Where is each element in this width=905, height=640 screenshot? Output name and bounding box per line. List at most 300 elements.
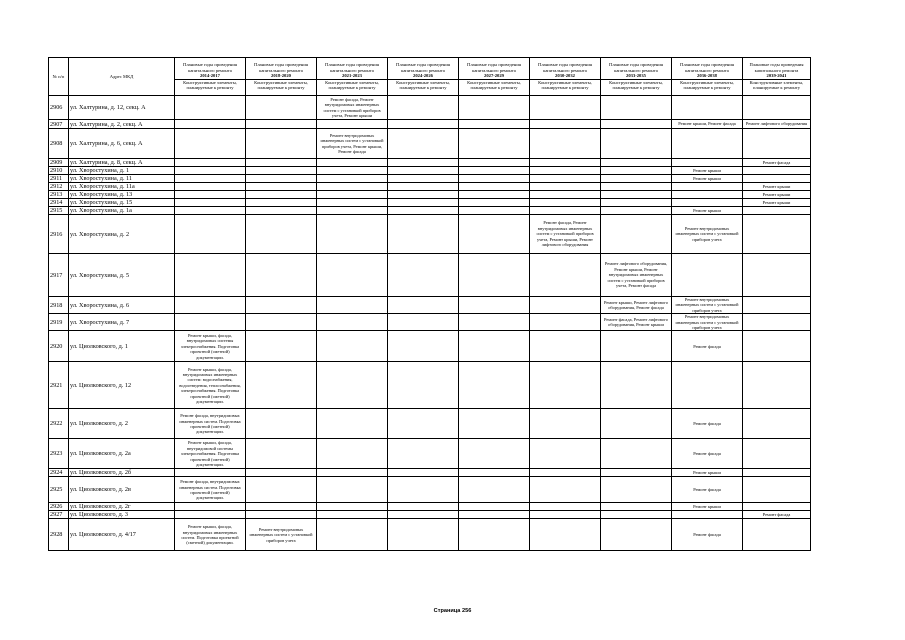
work-cell <box>388 477 459 503</box>
work-cell: Ремонт фасада, внутридомовых инженерных систем. Подготовка проектной (сметной) документации. <box>175 409 246 439</box>
row-number: 2927 <box>49 511 69 519</box>
work-cell <box>388 519 459 551</box>
row-address: ул. Хворостухина, д. 11а <box>69 183 175 191</box>
work-cell <box>672 191 743 199</box>
row-address: ул. Хворостухина, д. 15 <box>69 199 175 207</box>
table-row <box>49 254 811 297</box>
table-row <box>49 362 811 409</box>
table-row <box>49 469 811 477</box>
work-cell <box>743 129 811 159</box>
work-cell <box>246 183 317 191</box>
row-number: 2914 <box>49 199 69 207</box>
work-cell <box>601 503 672 511</box>
row-number: 2913 <box>49 191 69 199</box>
row-number: 2910 <box>49 167 69 175</box>
work-cell <box>459 469 530 477</box>
work-cell <box>388 297 459 314</box>
row-address: ул. Циолковского, д. 1 <box>69 331 175 362</box>
work-cell: Ремонт внутридомовых инженерных систем с установкой приборов учета <box>672 297 743 314</box>
work-cell <box>530 129 601 159</box>
period-years: 2018-2020 <box>271 73 291 79</box>
work-cell <box>459 314 530 331</box>
work-cell <box>388 511 459 519</box>
work-cell <box>388 96 459 120</box>
row-number: 2909 <box>49 159 69 167</box>
work-cell <box>672 159 743 167</box>
table-row <box>49 175 811 183</box>
work-cell <box>317 503 388 511</box>
work-cell: Ремонт фасада, внутридомовых инженерных систем. Подготовка проектной (сметной) документации. <box>175 477 246 503</box>
work-cell <box>743 96 811 120</box>
period-title: Плановые годы проведения капитального ремонта <box>467 62 521 73</box>
work-cell: Ремонт внутридомовых инженерных систем с установкой приборов учета, Ремонт крыши, Ремонт фасада <box>317 129 388 159</box>
work-cell <box>317 120 388 129</box>
table-row <box>49 215 811 254</box>
work-cell: Ремонт фасада, Ремонт внутридомовых инженерных систем с установкой приборов учета, Ремонт крыши, Ремонт лифтового оборудования <box>530 215 601 254</box>
work-cell <box>743 477 811 503</box>
work-cell <box>246 96 317 120</box>
period-years: 2036-2038 <box>697 73 717 79</box>
work-cell <box>246 469 317 477</box>
table-row <box>49 96 811 120</box>
work-cell <box>601 519 672 551</box>
work-cell <box>317 297 388 314</box>
work-cell <box>459 331 530 362</box>
work-cell <box>743 167 811 175</box>
row-address: ул. Хворостухина, д. 13 <box>69 191 175 199</box>
work-cell: Ремонт внутридомовых инженерных систем с установкой приборов учета <box>672 215 743 254</box>
work-cell <box>317 477 388 503</box>
row-number: 2924 <box>49 469 69 477</box>
table-row <box>49 511 811 519</box>
work-cell <box>317 409 388 439</box>
work-cell <box>459 362 530 409</box>
period-subheader: Конструктивные элементы, планируемые к ремонту <box>459 79 529 91</box>
work-cell <box>246 175 317 183</box>
work-cell <box>530 469 601 477</box>
work-cell <box>175 129 246 159</box>
table-row <box>49 477 811 503</box>
work-cell <box>175 314 246 331</box>
address-header: Адрес МКД <box>69 58 175 96</box>
work-cell <box>246 503 317 511</box>
row-address: ул. Халтурина, д. 12, секц. А <box>69 96 175 120</box>
work-cell <box>459 519 530 551</box>
work-cell <box>601 120 672 129</box>
period-years: 2030-2032 <box>555 73 575 79</box>
work-cell <box>246 314 317 331</box>
period-header <box>672 58 743 96</box>
capital-repair-table <box>48 57 811 551</box>
work-cell: Ремонт внутридомовых инженерных систем с установкой приборов учета <box>246 519 317 551</box>
period-subheader: Конструктивные элементы, планируемые к ремонту <box>743 79 810 91</box>
period-header <box>530 58 601 96</box>
work-cell <box>246 254 317 297</box>
work-cell <box>601 469 672 477</box>
work-cell <box>530 96 601 120</box>
work-cell <box>317 362 388 409</box>
row-number: 2920 <box>49 331 69 362</box>
work-cell <box>459 409 530 439</box>
work-cell <box>388 362 459 409</box>
work-cell <box>388 167 459 175</box>
row-address: ул. Халтурина, д. 2, секц. А <box>69 120 175 129</box>
work-cell <box>388 215 459 254</box>
period-subheader: Конструктивные элементы, планируемые к ремонту <box>530 79 600 91</box>
work-cell <box>601 183 672 191</box>
work-cell <box>246 439 317 469</box>
work-cell <box>743 314 811 331</box>
work-cell <box>388 183 459 191</box>
work-cell <box>388 439 459 469</box>
work-cell: Ремонт крыши, фасада, внутридомовых инженерных систем: водоснабжения, водоотведения, теплоснабжения, электроснабжения. Подготовка проектной (сметной) документации. <box>175 362 246 409</box>
work-cell: Ремонт крыши, Ремонт фасада <box>672 120 743 129</box>
work-cell <box>530 175 601 183</box>
work-cell <box>388 129 459 159</box>
work-cell <box>530 207 601 215</box>
work-cell <box>743 503 811 511</box>
period-header <box>459 58 530 96</box>
work-cell <box>317 175 388 183</box>
work-cell <box>530 511 601 519</box>
work-cell <box>175 167 246 175</box>
work-cell <box>530 503 601 511</box>
page-number: Страница 256 <box>433 608 472 614</box>
work-cell <box>743 439 811 469</box>
work-cell <box>601 331 672 362</box>
work-cell <box>388 175 459 183</box>
work-cell <box>530 183 601 191</box>
period-header <box>317 58 388 96</box>
work-cell <box>530 314 601 331</box>
row-address: ул. Циолковского, д. 2в <box>69 477 175 503</box>
table-row <box>49 439 811 469</box>
work-cell <box>317 254 388 297</box>
work-cell <box>459 167 530 175</box>
work-cell <box>601 167 672 175</box>
row-address: ул. Хворостухина, д. 6 <box>69 297 175 314</box>
work-cell <box>388 409 459 439</box>
work-cell: Ремонт фасада <box>743 159 811 167</box>
work-cell: Ремонт крыши, фасада, внутридомовой системы электроснабжения. Подготовка проектной (сметной) документации. <box>175 439 246 469</box>
row-number: 2918 <box>49 297 69 314</box>
period-years: 2033-2035 <box>626 73 646 79</box>
work-cell <box>459 191 530 199</box>
work-cell <box>388 469 459 477</box>
row-number: 2919 <box>49 314 69 331</box>
work-cell: Ремонт крыши <box>743 199 811 207</box>
work-cell: Ремонт крыши <box>672 207 743 215</box>
work-cell <box>317 314 388 331</box>
work-cell <box>317 469 388 477</box>
table-row <box>49 331 811 362</box>
work-cell <box>388 503 459 511</box>
table-row <box>49 120 811 129</box>
period-years: 2014-2017 <box>200 73 220 79</box>
work-cell <box>317 519 388 551</box>
work-cell <box>175 511 246 519</box>
work-cell: Ремонт внутридомовых инженерных систем с установкой приборов учета <box>672 314 743 331</box>
work-cell: Ремонт крыши <box>743 191 811 199</box>
work-cell <box>743 519 811 551</box>
work-cell <box>246 129 317 159</box>
work-cell: Ремонт фасада <box>672 409 743 439</box>
period-header <box>175 58 246 96</box>
period-subheader: Конструктивные элементы, планируемые к ремонту <box>672 79 742 91</box>
work-cell: Ремонт крыши <box>672 175 743 183</box>
work-cell: Ремонт крыши, Ремонт лифтового оборудования, Ремонт фасада <box>601 297 672 314</box>
work-cell: Ремонт фасада, Ремонт внутридомовых инженерных систем с установкой приборов учета, Ремонт крыши <box>317 96 388 120</box>
table-row <box>49 519 811 551</box>
work-cell <box>743 331 811 362</box>
work-cell <box>743 207 811 215</box>
work-cell <box>388 254 459 297</box>
work-cell <box>459 297 530 314</box>
work-cell: Ремонт фасада <box>672 519 743 551</box>
work-cell <box>601 477 672 503</box>
row-number: 2926 <box>49 503 69 511</box>
work-cell <box>246 331 317 362</box>
period-header <box>246 58 317 96</box>
work-cell <box>743 297 811 314</box>
work-cell <box>175 207 246 215</box>
work-cell <box>388 159 459 167</box>
work-cell <box>388 314 459 331</box>
work-cell <box>672 362 743 409</box>
work-cell <box>317 191 388 199</box>
row-address: ул. Халтурина, д. 6, секц. А <box>69 129 175 159</box>
work-cell <box>459 120 530 129</box>
work-cell <box>175 215 246 254</box>
work-cell <box>601 199 672 207</box>
table-row <box>49 409 811 439</box>
row-address: ул. Циолковского, д. 3 <box>69 511 175 519</box>
work-cell <box>743 175 811 183</box>
period-years: 2021-2023 <box>342 73 362 79</box>
row-number: 2917 <box>49 254 69 297</box>
work-cell: Ремонт лифтового оборудования, Ремонт крыши, Ремонт внутридомовых инженерных систем с установкой приборов учета, Ремонт фасада <box>601 254 672 297</box>
work-cell <box>317 183 388 191</box>
row-address: ул. Циолковского, д. 2а <box>69 439 175 469</box>
work-cell <box>246 362 317 409</box>
work-cell <box>530 167 601 175</box>
work-cell <box>601 159 672 167</box>
row-number: 2906 <box>49 96 69 120</box>
work-cell <box>743 362 811 409</box>
row-number: 2907 <box>49 120 69 129</box>
table-row <box>49 167 811 175</box>
row-number: 2923 <box>49 439 69 469</box>
work-cell: Ремонт крыши <box>672 167 743 175</box>
row-number: 2912 <box>49 183 69 191</box>
work-cell <box>459 175 530 183</box>
work-cell <box>246 191 317 199</box>
work-cell <box>672 129 743 159</box>
work-cell <box>175 469 246 477</box>
table-row <box>49 191 811 199</box>
work-cell <box>601 511 672 519</box>
work-cell: Ремонт крыши, фасада, внутридомовых системы электроснабжения. Подготовка проектной (сметной) документации. <box>175 331 246 362</box>
period-subheader: Конструктивные элементы, планируемые к ремонту <box>175 79 245 91</box>
work-cell <box>317 439 388 469</box>
row-address: ул. Циолковского, д. 2г <box>69 503 175 511</box>
row-address: ул. Хворостухина, д. 2 <box>69 215 175 254</box>
work-cell <box>459 439 530 469</box>
work-cell <box>743 409 811 439</box>
work-cell <box>530 331 601 362</box>
work-cell: Ремонт крыши <box>672 469 743 477</box>
work-cell <box>743 469 811 477</box>
work-cell <box>601 215 672 254</box>
row-number: 2922 <box>49 409 69 439</box>
table-row <box>49 183 811 191</box>
work-cell <box>317 207 388 215</box>
work-cell <box>530 120 601 129</box>
header-row <box>49 58 811 96</box>
row-address: ул. Хворостухина, д. 7 <box>69 314 175 331</box>
work-cell <box>246 167 317 175</box>
row-address: ул. Хворостухина, д. 1а <box>69 207 175 215</box>
work-cell: Ремонт крыши <box>743 183 811 191</box>
work-cell <box>246 297 317 314</box>
period-header <box>601 58 672 96</box>
row-address: ул. Хворостухина, д. 1 <box>69 167 175 175</box>
work-cell <box>530 477 601 503</box>
work-cell: Ремонт лифтового оборудования <box>743 120 811 129</box>
row-address: ул. Хворостухина, д. 11 <box>69 175 175 183</box>
work-cell <box>175 297 246 314</box>
period-subheader: Конструктивные элементы, планируемые к ремонту <box>388 79 458 91</box>
row-address: ул. Хворостухина, д. 5 <box>69 254 175 297</box>
table-row <box>49 503 811 511</box>
period-title: Плановые годы проведения капитального ремонта <box>396 62 450 73</box>
table-row <box>49 199 811 207</box>
work-cell <box>601 129 672 159</box>
work-cell <box>459 159 530 167</box>
work-cell <box>530 159 601 167</box>
work-cell <box>175 159 246 167</box>
row-address: ул. Халтурина, д. 8, секц. А <box>69 159 175 167</box>
work-cell <box>601 439 672 469</box>
work-cell <box>459 511 530 519</box>
work-cell <box>672 254 743 297</box>
period-title: Плановые годы проведения капитального ремонта <box>749 62 804 73</box>
num-header: № п/п <box>49 58 69 96</box>
work-cell <box>246 409 317 439</box>
work-cell <box>672 183 743 191</box>
work-cell <box>459 129 530 159</box>
period-header <box>388 58 459 96</box>
work-cell <box>530 297 601 314</box>
work-cell <box>388 331 459 362</box>
row-number: 2911 <box>49 175 69 183</box>
period-title: Плановые годы проведения капитального ремонта <box>325 62 379 73</box>
work-cell <box>459 477 530 503</box>
work-cell <box>672 96 743 120</box>
work-cell <box>317 511 388 519</box>
work-cell <box>601 207 672 215</box>
work-cell <box>601 175 672 183</box>
row-number: 2921 <box>49 362 69 409</box>
table-body <box>49 96 811 551</box>
period-header <box>743 58 811 96</box>
period-years: 2024-2026 <box>413 73 433 79</box>
work-cell <box>388 199 459 207</box>
period-years: 2039-2041 <box>766 73 787 79</box>
row-number: 2925 <box>49 477 69 503</box>
work-cell <box>317 215 388 254</box>
row-number: 2916 <box>49 215 69 254</box>
period-title: Плановые годы проведения капитального ремонта <box>183 62 237 73</box>
work-cell <box>459 199 530 207</box>
work-cell <box>530 191 601 199</box>
work-cell: Ремонт фасада <box>672 331 743 362</box>
row-address: ул. Циолковского, д. 12 <box>69 362 175 409</box>
work-cell <box>530 362 601 409</box>
work-cell <box>459 503 530 511</box>
work-cell <box>246 477 317 503</box>
work-cell <box>530 254 601 297</box>
work-cell <box>601 362 672 409</box>
row-number: 2928 <box>49 519 69 551</box>
work-cell <box>175 96 246 120</box>
table-row <box>49 159 811 167</box>
period-subheader: Конструктивные элементы, планируемые к ремонту <box>246 79 316 91</box>
work-cell: Ремонт фасада <box>743 511 811 519</box>
table-row <box>49 129 811 159</box>
work-cell <box>459 96 530 120</box>
work-cell: Ремонт фасада <box>672 477 743 503</box>
work-cell <box>317 199 388 207</box>
work-cell <box>530 439 601 469</box>
work-cell <box>388 207 459 215</box>
work-cell <box>175 503 246 511</box>
work-cell <box>175 254 246 297</box>
work-cell: Ремонт крыши, фасада, внутридомовых инженерных систем. Подготовка проектной (сметной) документации. <box>175 519 246 551</box>
work-cell <box>246 511 317 519</box>
work-cell <box>246 207 317 215</box>
work-cell <box>530 199 601 207</box>
row-address: ул. Циолковского, д. 4/17 <box>69 519 175 551</box>
row-number: 2908 <box>49 129 69 159</box>
work-cell <box>672 511 743 519</box>
work-cell <box>601 409 672 439</box>
table-row <box>49 314 811 331</box>
work-cell <box>459 215 530 254</box>
work-cell: Ремонт фасада, Ремонт лифтового оборудования, Ремонт крыши <box>601 314 672 331</box>
work-cell <box>175 120 246 129</box>
work-cell <box>175 199 246 207</box>
work-cell <box>672 199 743 207</box>
work-cell: Ремонт фасада <box>672 439 743 469</box>
work-cell <box>246 159 317 167</box>
table-row <box>49 297 811 314</box>
work-cell: Ремонт крыши <box>672 503 743 511</box>
work-cell <box>459 183 530 191</box>
work-cell <box>317 159 388 167</box>
work-cell <box>175 191 246 199</box>
period-years: 2027-2029 <box>484 73 504 79</box>
row-address: ул. Циолковского, д. 2б <box>69 469 175 477</box>
period-title: Плановые годы проведения капитального ремонта <box>680 62 734 73</box>
period-title: Плановые годы проведения капитального ремонта <box>538 62 592 73</box>
work-cell <box>459 254 530 297</box>
work-cell <box>175 183 246 191</box>
row-number: 2915 <box>49 207 69 215</box>
period-subheader: Конструктивные элементы, планируемые к ремонту <box>601 79 671 91</box>
work-cell <box>601 96 672 120</box>
period-title: Плановые годы проведения капитального ремонта <box>254 62 308 73</box>
